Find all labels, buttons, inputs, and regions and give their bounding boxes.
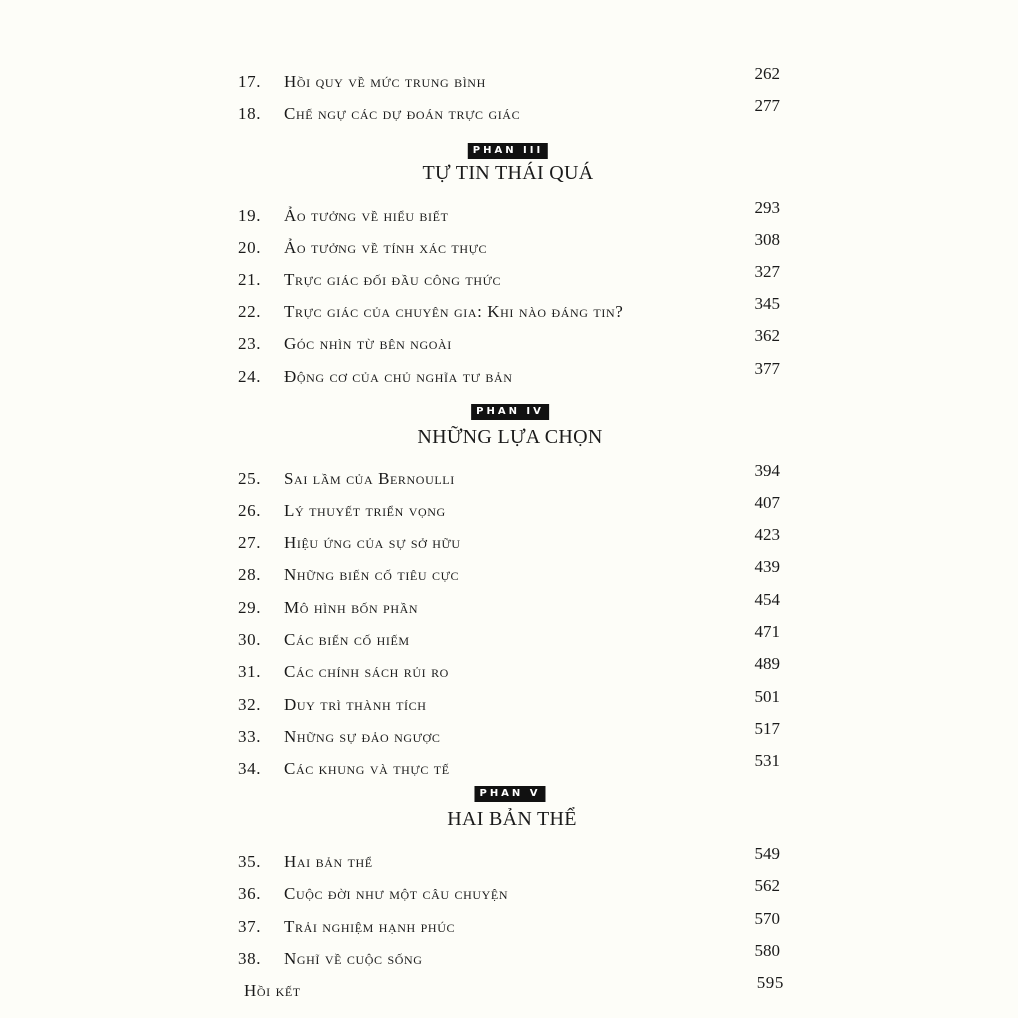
entry-title: Sai lầm của Bernoulli [284,469,455,488]
toc-entry [238,941,780,973]
toc-entry [238,96,780,128]
part-title: NHỮNG LỰA CHỌN [417,426,603,448]
entry-title: Hai bản thể [284,852,373,871]
toc-entry [238,493,780,525]
toc-entry [238,687,780,719]
entry-page: 262 [754,64,780,83]
part-tag: PHAN V [474,786,545,802]
toc-entry [238,844,780,876]
toc-entry [238,262,780,294]
entry-title: Những biến cố tiêu cực [284,565,460,584]
entry-number: 32. [238,695,262,714]
toc-entry [238,294,780,326]
entry-number: 17. [238,72,262,91]
toc-entry [238,654,780,686]
entry-page: 423 [754,525,780,544]
toc-entry [238,359,780,391]
entry-title: Cuộc đời như một câu chuyện [284,884,509,903]
part-tag: PHAN IV [471,404,549,420]
entry-title: Ảo tưởng về tính xác thực [284,238,488,257]
entry-page: 471 [754,622,780,641]
entry-number: 28. [238,565,262,584]
entry-number: 25. [238,469,262,488]
entry-page: 362 [754,326,780,345]
toc-entry [238,198,780,230]
entry-title: Các khung và thực tế [284,759,450,778]
entry-title: Các biến cố hiếm [284,630,410,649]
entry-number: 30. [238,630,262,649]
entry-title: Trải nghiệm hạnh phúc [284,917,456,936]
entry-title: Ảo tưởng về hiểu biết [284,206,449,225]
entry-page: 570 [754,909,780,928]
entry-page: 277 [754,96,780,115]
toc-entry [238,751,780,783]
entry-number: 34. [238,759,262,778]
toc-entry [238,64,780,96]
entry-title: Những sự đảo ngược [284,727,441,746]
toc-entry [238,461,780,493]
closing-title: Hồi kết [244,981,301,1000]
entry-page: 308 [754,230,780,249]
entry-title: Mô hình bốn phần [284,598,419,617]
entry-number: 23. [238,334,262,353]
entry-page: 345 [754,294,780,313]
toc-closing [244,973,784,1005]
entry-page: 394 [754,461,780,480]
entry-title: Duy trì thành tích [284,695,427,714]
entry-title: Hồi quy về mức trung bình [284,72,486,91]
toc-entry [238,622,780,654]
toc-entry [238,525,780,557]
entry-page: 501 [754,687,780,706]
entry-number: 22. [238,302,262,321]
entry-page: 489 [754,654,780,673]
entry-page: 580 [754,941,780,960]
entry-page: 293 [754,198,780,217]
entry-number: 20. [238,238,262,257]
entry-number: 18. [238,104,262,123]
entry-page: 517 [754,719,780,738]
entry-number: 21. [238,270,262,289]
entry-number: 37. [238,917,262,936]
entry-title: Nghĩ về cuộc sống [284,949,423,968]
entry-number: 38. [238,949,262,968]
entry-number: 26. [238,501,262,520]
entry-page: 531 [754,751,780,770]
toc-entry [238,909,780,941]
entry-number: 29. [238,598,262,617]
part-title: TỰ TIN THÁI QUÁ [422,162,594,184]
entry-number: 31. [238,662,262,681]
toc-entry [238,326,780,358]
entry-page: 377 [754,359,780,378]
entry-number: 35. [238,852,262,871]
entry-title: Trực giác đối đầu công thức [284,270,502,289]
entry-page: 454 [754,590,780,609]
entry-number: 24. [238,367,262,386]
entry-title: Trực giác của chuyên gia: Khi nào đáng tin? [284,302,624,321]
entry-title: Góc nhìn từ bên ngoài [284,334,452,353]
entry-page: 327 [754,262,780,281]
entry-page: 439 [754,557,780,576]
entry-page: 407 [754,493,780,512]
entry-number: 33. [238,727,262,746]
entry-number: 36. [238,884,262,903]
toc-entry [238,230,780,262]
toc-entry [238,590,780,622]
toc-entry [238,876,780,908]
entry-title: Các chính sách rủi ro [284,662,449,681]
toc-entry [238,719,780,751]
entry-title: Lý thuyết triển vọng [284,501,446,520]
entry-title: Động cơ của chủ nghĩa tư bản [284,367,513,386]
part-tag: PHAN III [468,143,548,159]
part-title: HAI BẢN THỂ [447,808,577,830]
toc-entry [238,557,780,589]
entry-title: Hiệu ứng của sự sở hữu [284,533,461,552]
entry-number: 19. [238,206,262,225]
closing-page: 595 [756,973,784,992]
entry-page: 549 [754,844,780,863]
entry-title: Chế ngự các dự đoán trực giác [284,104,521,123]
entry-page: 562 [754,876,780,895]
entry-number: 27. [238,533,262,552]
